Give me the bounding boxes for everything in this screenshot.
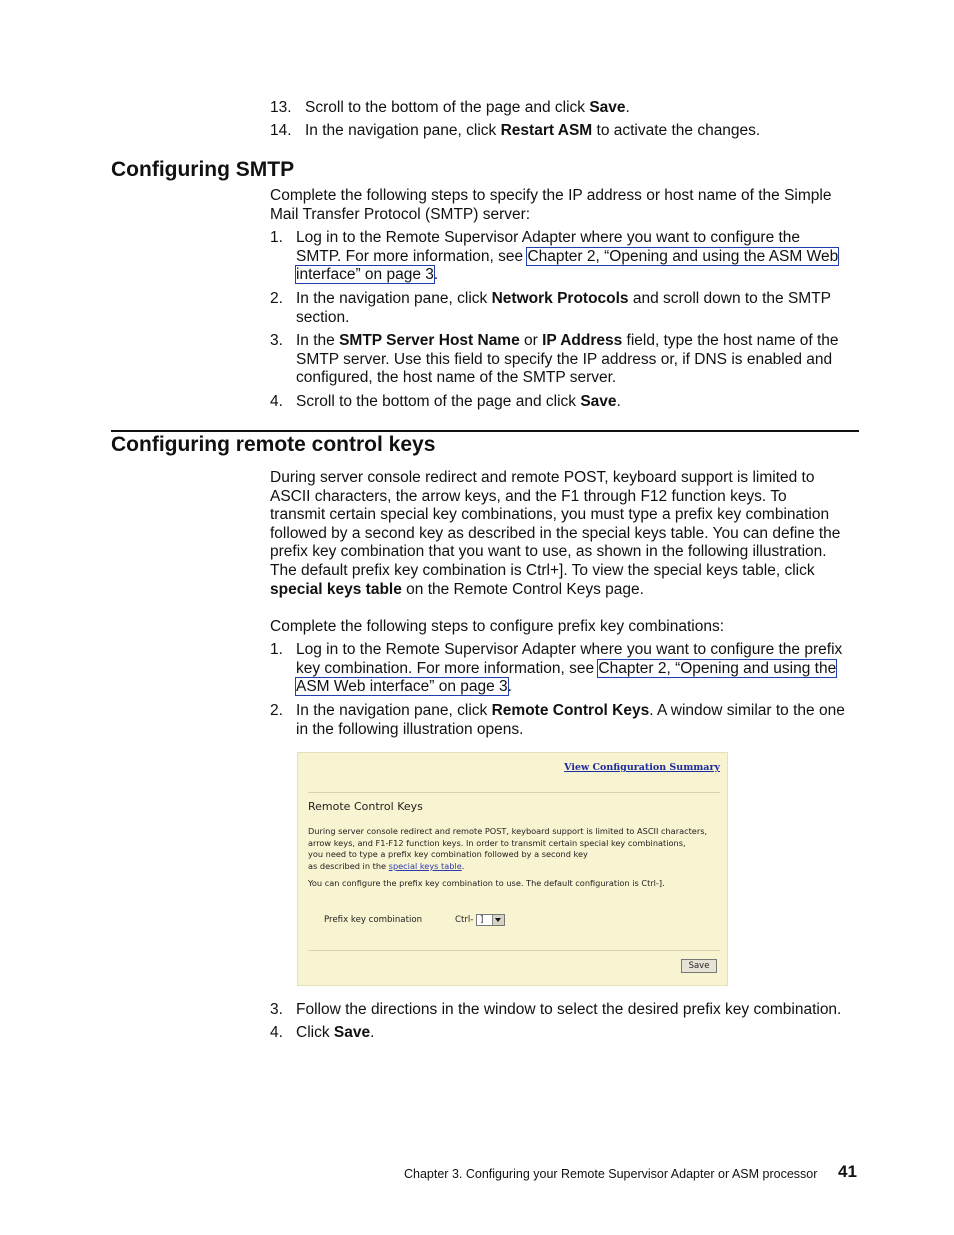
text-line: During server console redirect and remote POST, keyboard support is limited to ASCII characters,: [308, 826, 708, 836]
prefix-key-select[interactable]: [476, 914, 505, 926]
step-number: 3.: [270, 332, 283, 349]
section-rule: [111, 430, 859, 432]
text-line: . A window similar to the one: [649, 702, 845, 719]
step-number: 4.: [270, 1024, 283, 1041]
text-end: .: [461, 860, 465, 871]
step-text: Scroll to the bottom of the page and click: [305, 99, 590, 116]
text-line: Complete the following steps to specify the IP address or host name of the Simple: [270, 187, 832, 204]
rck-step-2: [270, 702, 870, 742]
text-line: In the: [296, 332, 340, 349]
screenshot-title: Remote Control Keys: [308, 800, 423, 813]
chapter-2-link-cont[interactable]: ASM Web interface” on page 3: [296, 678, 508, 696]
text-line: in the following illustration opens.: [296, 720, 524, 738]
chapter-2-link[interactable]: Chapter 2, “Opening and using the ASM Web: [527, 247, 839, 265]
rck-step-3: [270, 1001, 870, 1021]
step-bold: Save: [580, 393, 617, 410]
text-line: SMTP. For more information, see: [296, 247, 528, 265]
view-configuration-summary-link[interactable]: View Configuration Summary: [564, 762, 720, 773]
chevron-down-icon[interactable]: [492, 915, 504, 925]
text-line: The default prefix key combination is Ctrl+]. To view the special keys table, click: [270, 561, 815, 579]
ctrl-label: Ctrl-: [455, 915, 474, 925]
step-14: [270, 122, 870, 142]
step-number: 2.: [270, 290, 283, 307]
text-end: .: [433, 266, 439, 284]
text-line: field, type the host name of the: [622, 332, 839, 349]
step-text: In the navigation pane, click: [305, 122, 501, 139]
divider: [308, 792, 720, 793]
text-line: In the navigation pane, click: [296, 290, 492, 307]
text-line: During server console redirect and remote POST, keyboard support is limited to: [270, 469, 815, 486]
step-number: 1.: [270, 229, 283, 246]
step-text-end: .: [625, 99, 630, 116]
text-line: Click: [296, 1024, 334, 1041]
text-line: and scroll down to the SMTP: [628, 290, 832, 307]
rck-paragraph: [270, 469, 870, 599]
step-number: 4.: [270, 393, 283, 410]
smtp-step-4: [270, 393, 870, 413]
text-line: You can configure the prefix key combination to use. The default configuration is Ctrl-].: [308, 878, 665, 889]
step-number: 3.: [270, 1001, 283, 1018]
chapter-2-link-cont[interactable]: interface” on page 3: [296, 266, 434, 284]
step-bold: Save: [589, 99, 626, 116]
step-bold: Network Protocols: [491, 290, 629, 307]
step-number: 14.: [270, 122, 292, 139]
section-heading-smtp: Configuring SMTP: [111, 158, 295, 181]
text-end: .: [507, 678, 512, 696]
text-line: or: [519, 332, 543, 349]
step-bold: Save: [333, 1024, 371, 1041]
text-line: Log in to the Remote Supervisor Adapter where you want to configure the prefix: [296, 641, 843, 658]
page-number: 41: [838, 1162, 857, 1181]
text-line: Follow the directions in the window to select the desired prefix key combination.: [296, 1001, 842, 1018]
screenshot-description: [308, 826, 718, 890]
step-13: [270, 99, 870, 119]
text-line: .: [370, 1024, 375, 1041]
text-line: followed by a second key as described in the special keys table. You can define the: [270, 524, 841, 542]
step-bold: Restart ASM: [500, 122, 593, 139]
text-line: .: [616, 393, 621, 410]
step-text-end: to activate the changes.: [592, 122, 761, 139]
divider: [308, 950, 720, 951]
text-line: ASCII characters, the arrow keys, and the F1 through F12 function keys. To: [270, 487, 787, 505]
smtp-step-1: [270, 229, 870, 289]
text-line: as described in the: [308, 860, 389, 871]
step-bold: special keys table: [270, 580, 402, 598]
step-bold: Remote Control Keys: [491, 702, 650, 719]
text-line: prefix key combination that you want to use, as shown in the following illustration.: [270, 543, 827, 561]
select-value: ]: [480, 915, 484, 925]
rck-step-4: [270, 1024, 870, 1044]
text-line: configured, the host name of the SMTP server.: [296, 369, 617, 387]
smtp-step-2: [270, 290, 870, 330]
text-line: Scroll to the bottom of the page and click: [296, 393, 581, 410]
text-line: key combination. For more information, see: [296, 659, 599, 677]
text-line: you need to type a prefix key combination followed by a second key: [308, 849, 588, 860]
section-heading-remote-control-keys: Configuring remote control keys: [111, 433, 436, 456]
step-bold: IP Address: [542, 332, 623, 349]
step-bold: SMTP Server Host Name: [339, 332, 520, 349]
save-button[interactable]: Save: [681, 959, 717, 973]
text-line: SMTP server. Use this field to specify the IP address or, if DNS is enabled and: [296, 350, 833, 368]
rck-step-1: [270, 641, 870, 701]
prefix-key-label: Prefix key combination: [324, 915, 423, 925]
step-number: 13.: [270, 99, 292, 116]
rck-intro2: Complete the following steps to configure prefix key combinations:: [270, 618, 725, 635]
text-line: transmit certain special key combinations, you must type a prefix key combination: [270, 506, 830, 524]
chapter-2-link[interactable]: Chapter 2, “Opening and using the: [598, 659, 837, 677]
special-keys-table-link[interactable]: special keys table: [388, 860, 462, 871]
footer-chapter-title: Chapter 3. Configuring your Remote Supervisor Adapter or ASM processor: [404, 1167, 818, 1181]
smtp-step-3: [270, 332, 870, 392]
remote-control-keys-screenshot: [297, 752, 728, 986]
text-line: on the Remote Control Keys page.: [401, 580, 644, 598]
step-number: 2.: [270, 702, 283, 719]
text-line: arrow keys, and F1-F12 function keys. In order to transmit certain special key combinations,: [308, 837, 686, 848]
text-line: Log in to the Remote Supervisor Adapter where you want to configure the: [296, 229, 801, 246]
text-line: In the navigation pane, click: [296, 702, 492, 719]
smtp-intro: [270, 187, 870, 224]
step-number: 1.: [270, 641, 283, 658]
text-line: section.: [296, 308, 350, 326]
text-line: Mail Transfer Protocol (SMTP) server:: [270, 205, 531, 223]
